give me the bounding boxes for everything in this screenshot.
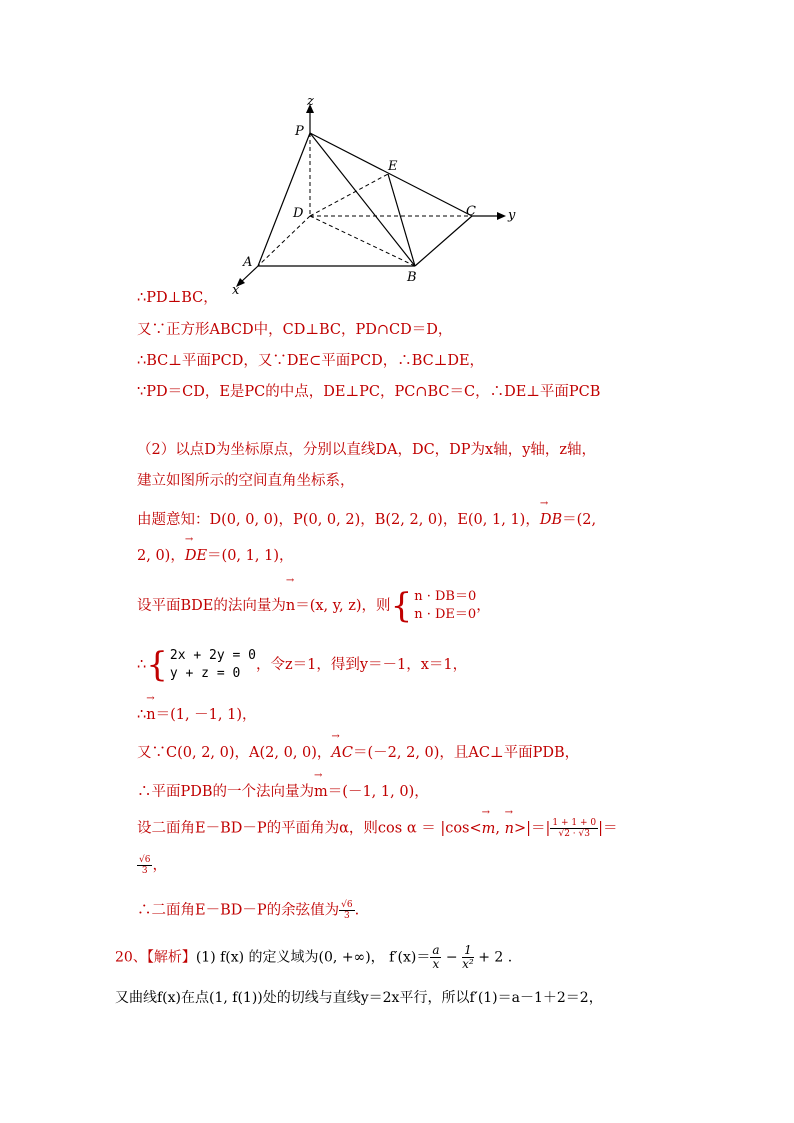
p2-line7	[137, 705, 257, 725]
q20-frac1-num: a	[432, 943, 440, 957]
p2-l3-text: 由题意知：D(0, 0, 0)，P(0, 0, 2)，B(2, 2, 0)，E(0, 1, 1)，	[137, 512, 540, 528]
result-fraction-num: √6	[139, 855, 151, 865]
p2-l9-text: ∴平面PDB的一个法向量为	[137, 784, 315, 800]
p2-l9-tail: ＝(－1, 1, 0)，	[327, 784, 429, 800]
y-arrow	[497, 212, 506, 220]
q20-tag: 【解析】	[146, 949, 196, 966]
label-P: P	[295, 124, 304, 139]
p2-l6-text: ，令z＝1，得到y＝－1，x＝1，	[255, 657, 468, 673]
system-brace: {	[390, 586, 413, 626]
label-D: D	[293, 206, 304, 221]
p2-line3	[137, 510, 596, 530]
vector-m: → m	[314, 782, 328, 802]
q20-frac2-num: 1	[464, 943, 472, 957]
p2-l11-end: ，	[152, 857, 167, 874]
p2-line8	[137, 743, 579, 763]
p2-l7-tail: ＝(1, －1, 1)，	[155, 707, 257, 723]
cosine-fraction	[339, 900, 354, 921]
p2-l12-end: .	[354, 902, 360, 919]
p2-l4-tail: ＝(0, 1, 1)，	[207, 548, 294, 564]
vector-AC: → AC	[331, 743, 353, 763]
p2-l4-text: 2, 0)，	[137, 548, 185, 564]
label-E: E	[388, 159, 398, 174]
vector-n-cos: → n	[505, 819, 514, 839]
p2-l7-text: ∴	[137, 707, 147, 723]
cos-fraction-den: √2 · √3	[558, 829, 590, 839]
q20-frac2	[462, 944, 474, 971]
p2-line2: 建立如图所示的空间直角坐标系，	[137, 473, 355, 489]
edge-PB	[310, 133, 415, 266]
p2-line10	[137, 818, 618, 839]
p2-l10-mid: >|＝|	[513, 820, 551, 837]
p1-line1: ∴PD⊥BC，	[137, 290, 218, 306]
label-B: B	[407, 270, 417, 285]
p2-l8-tail: ＝(－2, 2, 0)，且AC⊥平面PDB，	[353, 745, 580, 761]
system-eq1: n · DB＝0	[414, 589, 477, 604]
result-fraction	[137, 855, 152, 876]
normal-system	[414, 588, 476, 624]
q20-l1-tail: + 2 .	[473, 949, 513, 966]
vector-n-result: → n	[146, 705, 155, 725]
p2-l10-sep: ,	[495, 820, 505, 837]
p1-line4: ∵PD＝CD，E是PC的中点，DE⊥PC，PC∩BC＝C，∴DE⊥平面PCB	[137, 384, 601, 400]
p2-l6-therefore: ∴	[137, 657, 147, 673]
eq-brace: {	[146, 645, 168, 685]
cosine-fraction-den: 3	[343, 911, 350, 921]
label-z: z	[307, 94, 314, 109]
cos-fraction-num: 1 + 1 + 0	[552, 818, 597, 828]
label-C: C	[466, 204, 476, 219]
vector-m-cos: → m	[482, 819, 496, 839]
vector-DB: → DB	[540, 510, 562, 530]
edge-DE	[310, 174, 388, 216]
system-eq2: n · DE＝0	[414, 607, 477, 622]
edge-EB	[388, 174, 415, 266]
edge-PC	[310, 133, 472, 216]
p2-l8-text: 又∵C(0, 2, 0)，A(2, 0, 0)，	[137, 745, 332, 761]
edge-DB	[310, 216, 415, 266]
p2-line9	[137, 782, 429, 802]
cos-fraction	[550, 818, 598, 839]
cosine-fraction-num: √6	[341, 900, 353, 910]
p2-line4	[137, 546, 293, 566]
equation-1: 2x + 2y = 0	[169, 648, 256, 663]
p2-line11	[137, 855, 167, 876]
pyramid-figure	[225, 92, 525, 302]
label-A: A	[243, 255, 253, 270]
q20-frac1	[430, 944, 441, 971]
p2-l5-text: 设平面BDE的法向量为	[137, 598, 286, 614]
q20-minus: −	[441, 949, 463, 966]
p2-line1: （2）以点D为坐标原点，分别以直线DA，DC，DP为x轴，y轴，z轴，	[137, 442, 597, 458]
vector-DE: → DE	[185, 546, 207, 566]
edge-DA	[258, 216, 310, 266]
result-fraction-den: 3	[141, 866, 148, 876]
edge-PA	[258, 133, 310, 266]
p1-line2: 又∵正方形ABCD中，CD⊥BC，PD∩CD＝D，	[137, 322, 453, 338]
p2-l12-text: ∴二面角E－BD－P的余弦值为	[137, 902, 340, 919]
edge-BC	[415, 216, 472, 266]
p1-line3: ∴BC⊥平面PCD，又∵DE⊂平面PCD，∴BC⊥DE，	[137, 353, 485, 369]
equation-2: y + z = 0	[169, 666, 241, 681]
q20-number: 20、	[115, 949, 147, 966]
q20-line2: 又曲线f(x)在点(1, f(1))处的切线与直线y＝2x平行，所以f′(1)＝a－1＋2＝2，	[115, 990, 603, 1006]
p2-line5	[137, 587, 491, 625]
q20-l1-text: (1) f(x) 的定义域为(0, +∞)， f′(x)＝	[195, 949, 431, 966]
p2-l5-end: ，	[476, 598, 491, 614]
p2-l10-end: |＝	[598, 820, 618, 837]
q20-frac1-den: x	[432, 957, 440, 971]
equation-system	[170, 647, 256, 683]
p2-l10-text: 设二面角E－BD－P的平面角为α，则cos α ＝ |cos<	[137, 820, 482, 837]
q20-frac2-den: x²	[462, 957, 474, 971]
p2-l3-tail: ＝(2,	[562, 512, 597, 528]
q20-line1	[115, 944, 512, 971]
label-y: y	[508, 208, 516, 223]
p2-line12	[137, 900, 359, 921]
label-x: x	[232, 283, 240, 298]
p2-l5-mid: ＝(x, y, z)，则	[295, 598, 391, 614]
p2-line6	[137, 646, 467, 684]
vector-n: → n	[286, 587, 295, 625]
